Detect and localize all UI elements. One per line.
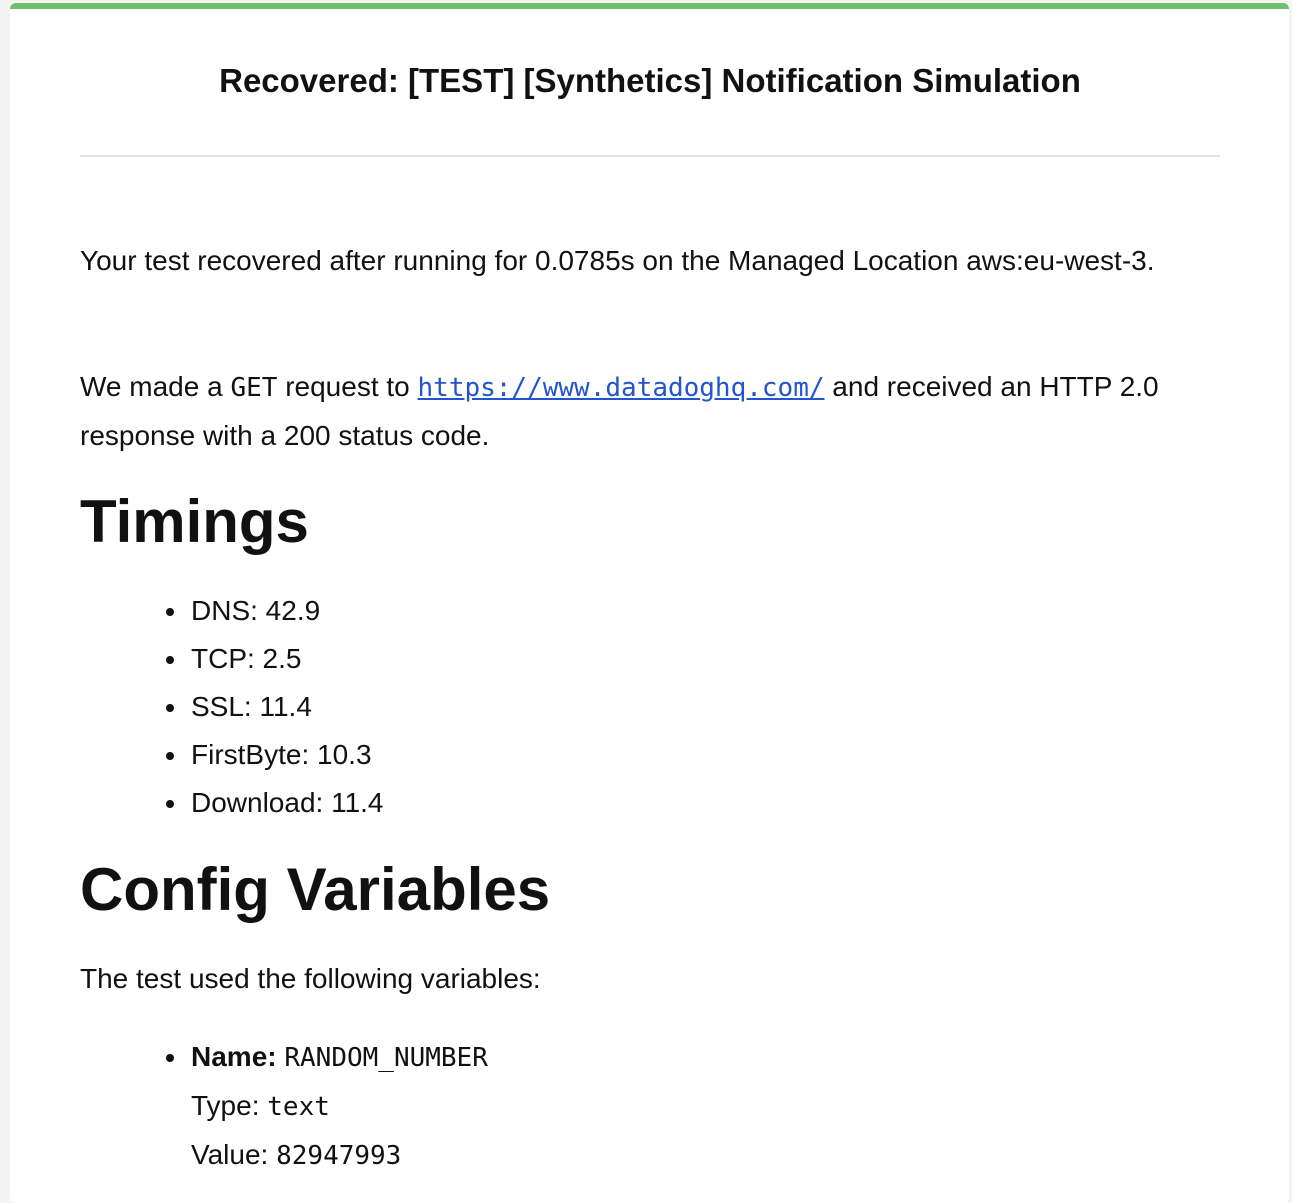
recovery-summary: Your test recovered after running for 0.0785s on the Managed Location aws:eu-west-3. (80, 245, 1155, 276)
config-variables-intro: The test used the following variables: (80, 963, 541, 994)
timings-heading: Timings (80, 488, 309, 555)
email-title: Recovered: [TEST] [Synthetics] Notification Simulation (219, 62, 1081, 99)
variable-value-value: 82947993 (276, 1141, 402, 1171)
config-variables-heading: Config Variables (80, 856, 551, 923)
variable-value-line (191, 1131, 488, 1180)
timing-item-firstbyte: FirstByte: 10.3 (191, 731, 384, 779)
variable-name-label: Name: (191, 1041, 277, 1072)
variable-name-line (191, 1033, 488, 1082)
variable-value-label: Value: (191, 1139, 269, 1170)
request-summary (80, 363, 1210, 460)
variable-type-label: Type: (191, 1090, 260, 1121)
timing-item-tcp: TCP: 2.5 (191, 635, 384, 683)
request-prefix: We made a (80, 371, 231, 402)
request-middle: request to (277, 371, 418, 402)
timing-item-dns: DNS: 42.9 (191, 587, 384, 635)
email-card (10, 3, 1289, 1203)
request-suffix: and received an HTTP 2.0 response with a 200 status code. (80, 371, 1159, 451)
variable-type-value: text (267, 1092, 330, 1122)
timings-list (80, 587, 384, 827)
status-accent-bar (10, 3, 1289, 9)
variable-type-line (191, 1082, 488, 1131)
variable-item (191, 1033, 488, 1180)
timing-item-download: Download: 11.4 (191, 779, 384, 827)
title-divider (80, 155, 1220, 157)
variable-name-value: RANDOM_NUMBER (284, 1043, 488, 1073)
variables-list (80, 1033, 488, 1180)
request-url-link[interactable]: https://www.datadoghq.com/ (417, 373, 825, 403)
request-method: GET (230, 373, 278, 403)
timing-item-ssl: SSL: 11.4 (191, 683, 384, 731)
